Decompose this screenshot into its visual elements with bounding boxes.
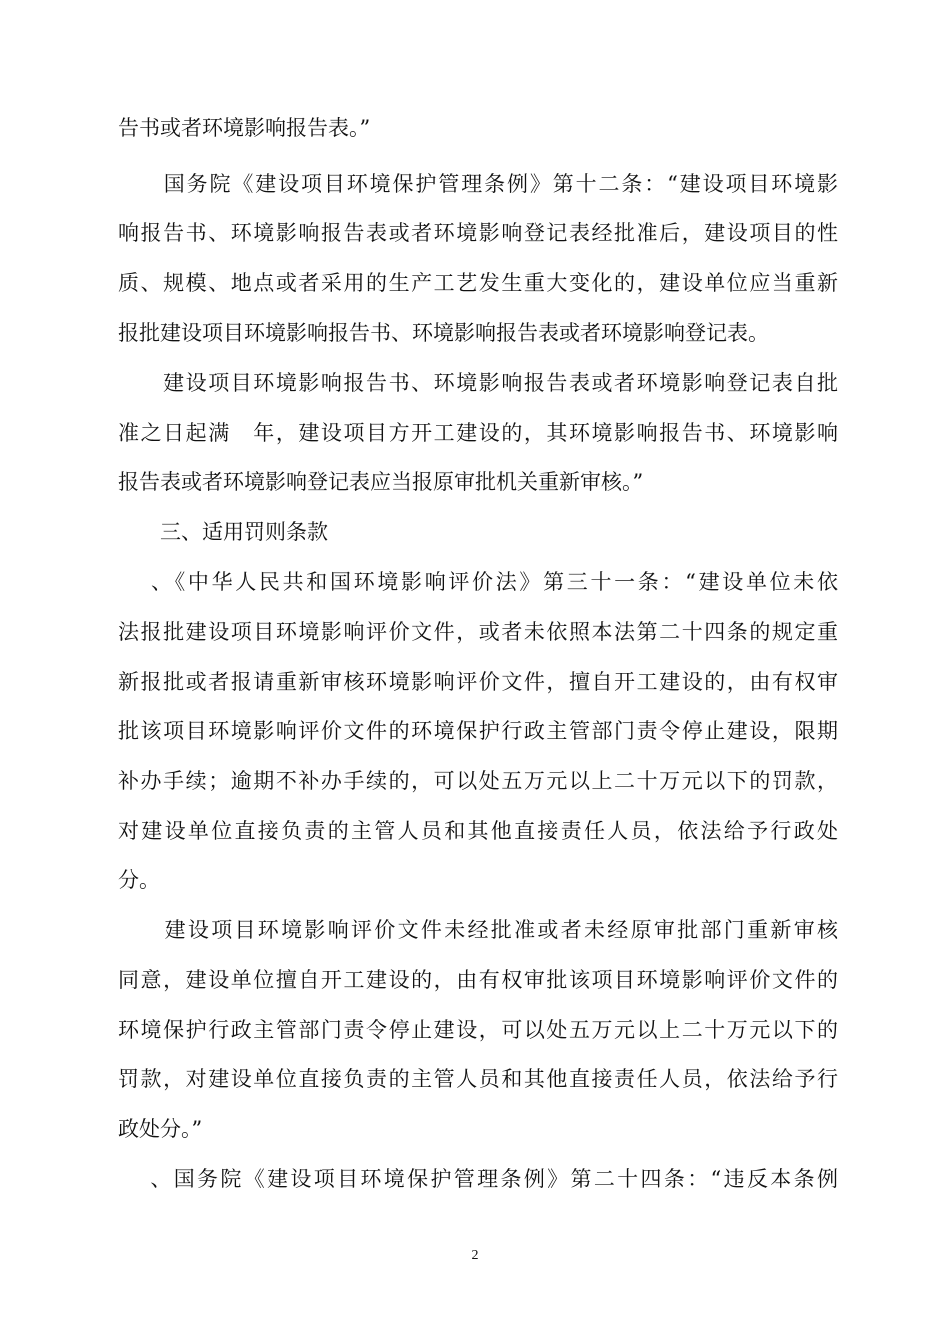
text-line: 同意，建设单位擅自开工建设的，由有权审批该项目环境影响评价文件的 — [118, 968, 838, 992]
text-line: 环境保护行政主管部门责令停止建设，可以处五万元以上二十万元以下的 — [118, 1018, 838, 1042]
page-number: 2 — [471, 1248, 479, 1263]
text-line: 批该项目环境影响评价文件的环境保护行政主管部门责令停止建设，限期 — [118, 719, 838, 743]
text-line: 准之日起满 年，建设项目方开工建设的，其环境影响报告书、环境影响 — [118, 421, 838, 445]
text-line: 响报告书、环境影响报告表或者环境影响登记表经批准后，建设项目的性 — [118, 221, 838, 245]
text-line: 法报批建设项目环境影响评价文件，或者未依照本法第二十四条的规定重 — [118, 620, 838, 644]
text-line: 建设项目环境影响报告书、环境影响报告表或者环境影响登记表自批 — [118, 371, 838, 395]
text-line: 报告表或者环境影响登记表应当报原审批机关重新审核。” — [118, 470, 644, 494]
text-line: 建设项目环境影响评价文件未经批准或者未经原审批部门重新审核 — [118, 918, 838, 942]
text-line: 报批建设项目环境影响报告书、环境影响报告表或者环境影响登记表。 — [118, 321, 769, 345]
text-line: 告书或者环境影响报告表。” — [118, 116, 371, 140]
text-line: 补办手续；逾期不补办手续的，可以处五万元以上二十万元以下的罚款， — [118, 769, 838, 793]
text-line: 国务院《建设项目环境保护管理条例》第十二条：“建设项目环境影 — [118, 172, 838, 196]
text-line: 分。 — [118, 868, 160, 892]
text-line: 、国务院《建设项目环境保护管理条例》第二十四条：“违反本条例 — [118, 1167, 838, 1191]
section-heading: 三、适用罚则条款 — [118, 520, 328, 544]
text-line: 新报批或者报请重新审核环境影响评价文件，擅自开工建设的，由有权审 — [118, 670, 838, 694]
text-line: 质、规模、地点或者采用的生产工艺发生重大变化的，建设单位应当重新 — [118, 271, 838, 295]
text-line: 、《中华人民共和国环境影响评价法》第三十一条：“建设单位未依 — [118, 570, 838, 594]
text-line: 罚款，对建设单位直接负责的主管人员和其他直接责任人员，依法给予行 — [118, 1067, 838, 1091]
text-line: 政处分。” — [118, 1117, 203, 1141]
text-line: 对建设单位直接负责的主管人员和其他直接责任人员，依法给予行政处 — [118, 819, 838, 843]
